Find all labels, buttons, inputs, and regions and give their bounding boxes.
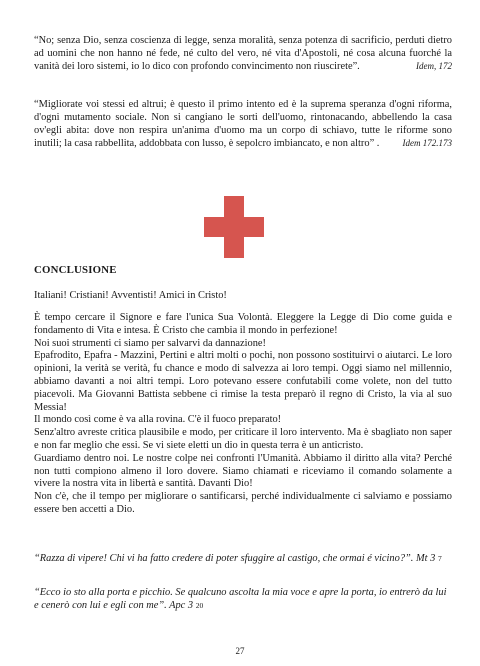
verse-2 [34,586,452,612]
quote-2-ref: Idem 172.173 [402,138,452,148]
quote-2-text: “Migliorate voi stessi ed altrui; è questo il primo intento ed è la suprema speranza d'ogni riforma, d'ogni mutamento sociale. Non si cangiano le sorti dell'uomo, rintonacando, abbellendo la casa ov'egli abita: dove non respira un'anima d'uomo ma un corpo di schiavo, tutte le riforme sono inutili; la casa rabbellita, addobbata con lusso, è sepolcro imbiancato, e non altro” . [34,99,452,149]
quote-1-ref: Idem, 172 [416,61,452,71]
body-line-6: Guardiamo dentro noi. Le nostre colpe nei confronti l'Umanità. Abbiamo il diritto alla vita? Perché non tutti compiono almeno il loro dovere. Siamo chiamati e riceviamo il comando solamente a vivere la nostra vita in libertà e santità. Davanti Dio! [34,452,452,490]
body-line-3: Epafrodito, Epafra - Mazzini, Pertini e altri molti o pochi, non possono sostituirvi o aiutarci. Le loro opinioni, la verità se verità, fu chance e modo di salvezza ai loro tempi. Oggi siamo nel millennio, abbiamo davanti a noi altri tempi. Loro potevano essere confutabili come volete, non del tutto piacevoli. Ma Giovanni Battista sebbene ci rimise la testa preparò il regno di Cristo, la via al suo Messia! [34,350,452,413]
body-line-7: Non c'è, che il tempo per migliorare o santificarsi, perché individualmente ci salviamo e possiamo essere ben accetti a Dio. [34,491,452,515]
verse-1-text: “Razza di vipere! Chi vi ha fatto credere di poter sfuggire al castigo, che ormai é vicino?”. Mt 3 [34,553,436,564]
body-line-2: Noi suoi strumenti ci siamo per salvarvi da dannazione! [34,337,266,349]
page-number: 27 [235,646,245,656]
body-line-1: È tempo cercare il Signore e fare l'unica Sua Volontà. Eleggere la Legge di Dio come guida e fondamento di Vita e intesa. È Cristo che cambia il mondo in perfezione! [34,312,452,336]
body-line-4: Il mondo così come è va alla rovina. C'è il fuoco preparato! [34,414,282,426]
verse-1 [34,552,452,565]
quote-1-text: “No; senza Dio, senza coscienza di legge, senza moralità, senza potenza di sacrificio, perduti dietro ad uomini che non hanno né fede, né culto del vero, né vita d'Apostoli, né cosa alcuna fuorché la vanità dei loro sistemi, io lo dico con profondo convincimento non riuscirete”. [34,35,452,72]
verse-1-num: 7 [437,554,442,563]
quote-2 [34,98,452,150]
section-heading: CONCLUSIONE [34,264,117,276]
verse-2-num: 20 [195,601,204,610]
greeting: Italiani! Cristiani! Avventisti! Amici in Cristo! [34,290,227,301]
quote-1 [34,34,452,73]
body-line-5: Senz'altro avreste critica plausibile e modo, per criticare il loro intervento. Ma è sbagliato non saper e non far meglio che essi. Se vi siete eletti un dio in questa terra è un anticristo. [34,427,452,451]
conclusion-body [34,312,452,517]
red-cross-icon [204,196,264,258]
verse-2-text: “Ecco io sto alla porta e picchio. Se qualcuno ascolta la mia voce e apre la porta, io entrerò da lui e cenerò con lui e egli con me”. Apc 3 [34,587,447,611]
